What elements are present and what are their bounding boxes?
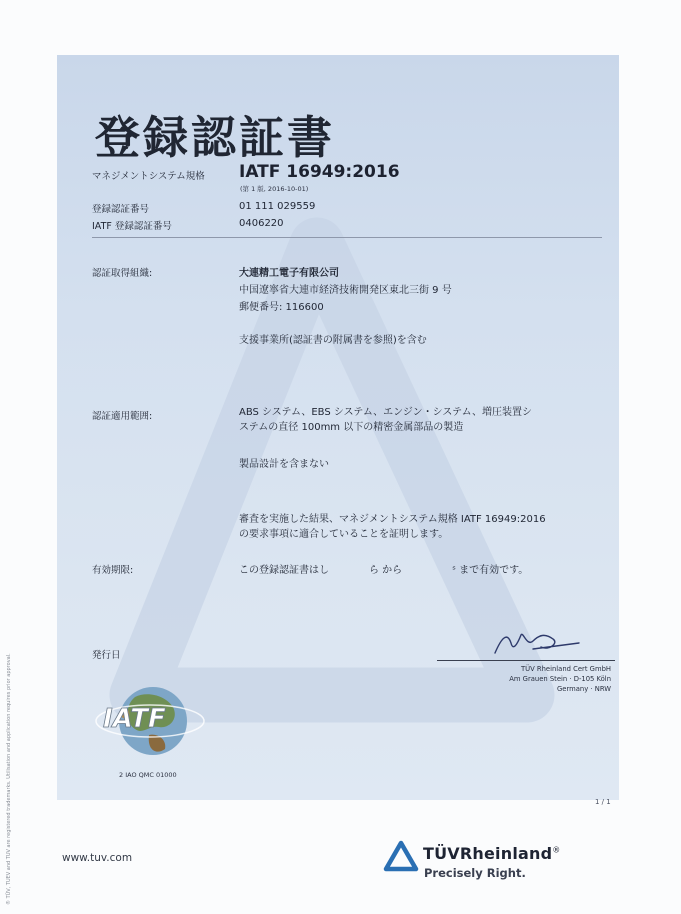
iatf-logo-text: IATF — [103, 704, 166, 734]
validity-label: 有効期限: — [92, 565, 134, 576]
scope-line-1: ABS システム、EBS システム、エンジン・システム、増圧装置シ — [239, 407, 532, 418]
scope-text — [239, 405, 609, 435]
brand-name — [423, 844, 560, 863]
brand-tagline: Precisely Right. — [424, 866, 526, 880]
trademark-note: ® TÜV, TUEV and TUV are registered trademarks. Utilisation and application requires prior approval. — [6, 653, 12, 905]
iatf-number: 0406220 — [239, 218, 284, 229]
iatf-logo — [95, 677, 205, 762]
org-postal: 郵便番号: 116600 — [239, 302, 324, 313]
registration-number-label: 登録認証番号 — [92, 204, 150, 215]
certificate-panel — [57, 55, 619, 800]
registration-number: 01 111 029559 — [239, 201, 316, 212]
issue-date-label: 発行日 — [92, 650, 121, 661]
edition-note: (第 1 版, 2016-10-01) — [240, 185, 309, 193]
org-address: 中国遼寧省大連市経済技術開発区東北三街 9 号 — [239, 285, 452, 296]
management-system-label: マネジメントシステム規格 — [92, 171, 205, 182]
brand-registered-mark: ® — [552, 845, 561, 855]
iatf-number-label: IATF 登録認証番号 — [92, 221, 172, 232]
statement-line-1: 審査を実施した結果、マネジメントシステム規格 IATF 16949:2016 — [239, 514, 546, 525]
certified-org-label: 認証取得組織: — [92, 268, 153, 279]
support-sites: 支援事業所(認証書の附属書を参照)を含む — [239, 335, 427, 346]
page-number: 1 / 1 — [595, 798, 611, 806]
divider — [92, 237, 602, 238]
scope-line-2: ステムの直径 100mm 以下の精密金属部品の製造 — [239, 422, 464, 433]
standard-name: IATF 16949:2016 — [239, 162, 400, 182]
iatf-code: 2 IAO QMC 01000 — [119, 771, 177, 779]
validity-text: この登録認証書はし ら から ˢ まで有効です。 — [239, 565, 529, 576]
org-name: 大連精工電子有限公司 — [239, 268, 339, 279]
issuer-name: TÜV Rheinland Cert GmbH — [520, 665, 611, 673]
scope-label: 認証適用範囲: — [92, 411, 153, 422]
signature-line — [437, 660, 615, 661]
footer-url-link[interactable]: www.tuv.com — [62, 852, 133, 864]
tuv-triangle-icon — [383, 840, 419, 872]
issuer-country: Germany · NRW — [557, 685, 611, 693]
brand-name-text: TÜVRheinland — [423, 844, 553, 863]
signature — [487, 625, 587, 661]
issuer-address: Am Grauen Stein · D-105 Köln — [509, 675, 611, 683]
certificate-title: 登録認証書 — [95, 111, 336, 164]
exclusion-note: 製品設計を含まない — [239, 459, 329, 470]
issuer-block — [509, 664, 611, 694]
statement — [239, 512, 609, 542]
statement-line-2: の要求事項に適合していることを証明します。 — [239, 529, 449, 540]
